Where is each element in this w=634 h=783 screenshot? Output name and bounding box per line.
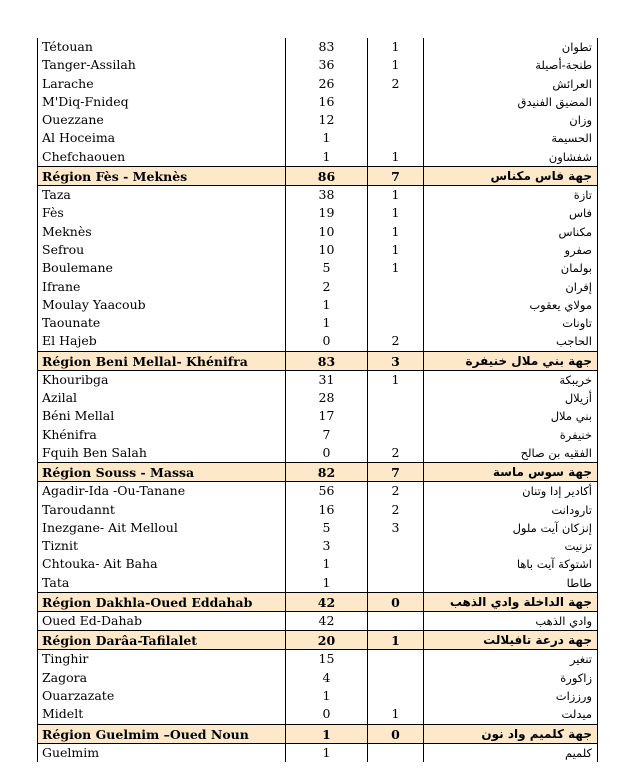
table-row <box>38 612 597 630</box>
count-primary-cell: 56 <box>286 482 368 500</box>
name-fr-cell: Ifrane <box>38 278 286 296</box>
table-row <box>38 426 597 444</box>
count-primary-cell: 17 <box>286 407 368 425</box>
name-fr-cell: Béni Mellal <box>38 407 286 425</box>
name-fr-cell: Moulay Yaacoub <box>38 296 286 314</box>
table-row <box>38 555 597 573</box>
name-fr-cell: Khénifra <box>38 426 286 444</box>
name-ar-cell: أكادير إدا وتنان <box>522 484 592 499</box>
region-row <box>38 166 597 186</box>
name-fr-cell: Al Hoceima <box>38 129 286 147</box>
count-primary-cell: 1 <box>286 148 368 166</box>
name-fr-cell: Khouribga <box>38 371 286 389</box>
table-row <box>38 574 597 592</box>
name-ar-cell: تنغير <box>569 652 592 667</box>
name-ar-cell: وادي الذهب <box>535 614 592 629</box>
name-ar-cell: الحاجب <box>555 334 592 349</box>
count-secondary-cell <box>368 650 424 668</box>
count-secondary-cell: 1 <box>368 204 424 222</box>
count-primary-cell: 7 <box>286 426 368 444</box>
name-fr-cell: Midelt <box>38 705 286 723</box>
table-row <box>38 407 597 425</box>
count-primary-cell: 36 <box>286 56 368 74</box>
name-fr-cell: Azilal <box>38 389 286 407</box>
name-ar-cell: فاس <box>568 206 592 221</box>
name-ar-cell: تازة <box>573 188 592 203</box>
table-row <box>38 38 597 56</box>
count-secondary-cell <box>368 744 424 762</box>
name-ar-cell: تزنيت <box>564 539 592 554</box>
name-ar-cell: وزان <box>569 113 592 128</box>
count-secondary-cell: 0 <box>368 725 424 743</box>
name-ar-cell: زاكورة <box>560 670 592 685</box>
name-ar-cell: جهة الداخلة وادي الذهب <box>449 595 592 610</box>
name-fr-cell: El Hajeb <box>38 332 286 350</box>
name-fr-cell: Agadir-Ida -Ou-Tanane <box>38 482 286 500</box>
table-row <box>38 111 597 129</box>
name-fr-cell: Tinghir <box>38 650 286 668</box>
count-secondary-cell: 3 <box>368 352 424 370</box>
count-primary-cell: 5 <box>286 519 368 537</box>
count-secondary-cell: 1 <box>368 259 424 277</box>
count-secondary-cell: 2 <box>368 501 424 519</box>
name-ar-cell: جهة درعة تافيلالت <box>483 633 592 648</box>
table-row <box>38 332 597 350</box>
table-row <box>38 650 597 668</box>
count-primary-cell: 1 <box>286 555 368 573</box>
count-secondary-cell: 1 <box>368 186 424 204</box>
name-fr-cell: Taza <box>38 186 286 204</box>
count-secondary-cell <box>368 389 424 407</box>
table-row <box>38 389 597 407</box>
table-row <box>38 705 597 723</box>
count-primary-cell: 12 <box>286 111 368 129</box>
count-secondary-cell <box>368 129 424 147</box>
name-ar-cell: جهة كلميم واد نون <box>481 726 592 741</box>
count-primary-cell: 83 <box>286 38 368 56</box>
count-primary-cell: 26 <box>286 75 368 93</box>
name-fr-cell: Sefrou <box>38 241 286 259</box>
count-primary-cell: 3 <box>286 537 368 555</box>
name-ar-cell: تاونات <box>562 316 592 331</box>
count-secondary-cell <box>368 93 424 111</box>
name-ar-cell: شفشاون <box>548 149 592 164</box>
name-fr-cell: Région Beni Mellal- Khénifra <box>38 352 286 370</box>
name-fr-cell: Tiznit <box>38 537 286 555</box>
count-primary-cell: 82 <box>286 463 368 481</box>
name-fr-cell: Boulemane <box>38 259 286 277</box>
name-fr-cell: Chefchaouen <box>38 148 286 166</box>
name-ar-cell: بولمان <box>560 261 592 276</box>
count-secondary-cell: 1 <box>368 223 424 241</box>
table-row <box>38 537 597 555</box>
count-secondary-cell: 1 <box>368 148 424 166</box>
name-ar-cell: جهة بني ملال خنيفرة <box>465 353 592 368</box>
table-row <box>38 371 597 389</box>
name-fr-cell: Ouarzazate <box>38 687 286 705</box>
name-ar-cell: العرائش <box>552 76 592 91</box>
count-primary-cell: 86 <box>286 167 368 185</box>
name-fr-cell: Région Guelmim –Oued Noun <box>38 725 286 743</box>
count-secondary-cell <box>368 555 424 573</box>
name-fr-cell: Meknès <box>38 223 286 241</box>
table-row <box>38 669 597 687</box>
count-primary-cell: 83 <box>286 352 368 370</box>
name-ar-cell: ورززات <box>555 688 592 703</box>
count-secondary-cell: 2 <box>368 75 424 93</box>
name-ar-cell: الفقيه بن صالح <box>520 445 592 460</box>
count-primary-cell: 20 <box>286 631 368 649</box>
table-row <box>38 75 597 93</box>
name-ar-cell: مولاي يعقوب <box>529 297 592 312</box>
name-fr-cell: Région Fès - Meknès <box>38 167 286 185</box>
name-ar-cell: أزيلال <box>564 391 592 406</box>
table-row <box>38 687 597 705</box>
name-fr-cell: Taroudannt <box>38 501 286 519</box>
count-primary-cell: 0 <box>286 444 368 462</box>
table-row <box>38 93 597 111</box>
name-fr-cell: Région Darâa-Tafilalet <box>38 631 286 649</box>
region-row <box>38 724 597 744</box>
name-ar-cell: خنيفرة <box>559 427 592 442</box>
count-primary-cell: 28 <box>286 389 368 407</box>
count-secondary-cell <box>368 574 424 592</box>
table-row <box>38 186 597 204</box>
count-primary-cell: 1 <box>286 296 368 314</box>
table-row <box>38 314 597 332</box>
table-row <box>38 444 597 462</box>
count-secondary-cell: 1 <box>368 705 424 723</box>
count-secondary-cell: 1 <box>368 38 424 56</box>
count-primary-cell: 16 <box>286 501 368 519</box>
name-fr-cell: Inezgane- Ait Melloul <box>38 519 286 537</box>
table-row <box>38 519 597 537</box>
name-ar-cell: جهة فاس مكناس <box>490 169 592 184</box>
name-ar-cell: إنزكان آيت ملول <box>512 520 592 535</box>
count-primary-cell: 31 <box>286 371 368 389</box>
count-secondary-cell: 7 <box>368 463 424 481</box>
name-fr-cell: Guelmim <box>38 744 286 762</box>
name-fr-cell: Fès <box>38 204 286 222</box>
count-secondary-cell <box>368 407 424 425</box>
name-fr-cell: Tata <box>38 574 286 592</box>
count-secondary-cell <box>368 296 424 314</box>
name-fr-cell: Taounate <box>38 314 286 332</box>
table-row <box>38 259 597 277</box>
count-primary-cell: 1 <box>286 129 368 147</box>
count-secondary-cell <box>368 426 424 444</box>
name-fr-cell: Tanger-Assilah <box>38 56 286 74</box>
count-primary-cell: 15 <box>286 650 368 668</box>
count-primary-cell: 1 <box>286 574 368 592</box>
table-row <box>38 296 597 314</box>
name-ar-cell: تطوان <box>561 40 592 54</box>
name-fr-cell: Ouezzane <box>38 111 286 129</box>
name-ar-cell: خريبكة <box>559 372 592 387</box>
name-ar-cell: تارودانت <box>551 502 592 517</box>
name-ar-cell: كلميم <box>564 745 592 760</box>
count-secondary-cell: 1 <box>368 56 424 74</box>
count-secondary-cell: 0 <box>368 593 424 611</box>
count-primary-cell: 19 <box>286 204 368 222</box>
count-primary-cell: 38 <box>286 186 368 204</box>
count-primary-cell: 10 <box>286 223 368 241</box>
table-row <box>38 204 597 222</box>
region-row <box>38 351 597 371</box>
table-row <box>38 148 597 166</box>
count-primary-cell: 10 <box>286 241 368 259</box>
region-row <box>38 462 597 482</box>
name-ar-cell: جهة سوس ماسة <box>492 465 592 480</box>
count-primary-cell: 1 <box>286 314 368 332</box>
count-primary-cell: 1 <box>286 744 368 762</box>
count-secondary-cell: 1 <box>368 631 424 649</box>
count-primary-cell: 2 <box>286 278 368 296</box>
name-fr-cell: Région Dakhla-Oued Eddahab <box>38 593 286 611</box>
name-ar-cell: اشتوكة آيت باها <box>516 557 592 572</box>
count-primary-cell: 1 <box>286 687 368 705</box>
region-row <box>38 630 597 650</box>
name-ar-cell: طنجة-أصيلة <box>535 58 592 73</box>
name-fr-cell: Larache <box>38 75 286 93</box>
count-primary-cell: 16 <box>286 93 368 111</box>
count-secondary-cell: 2 <box>368 332 424 350</box>
count-primary-cell: 0 <box>286 705 368 723</box>
name-fr-cell: Oued Ed-Dahab <box>38 612 286 630</box>
name-ar-cell: إفران <box>565 279 592 294</box>
regional-statistics-table <box>37 38 598 762</box>
name-fr-cell: Région Souss - Massa <box>38 463 286 481</box>
table-row <box>38 744 597 762</box>
count-primary-cell: 4 <box>286 669 368 687</box>
count-secondary-cell: 2 <box>368 482 424 500</box>
name-ar-cell: طاطا <box>566 575 592 590</box>
table-row <box>38 278 597 296</box>
count-secondary-cell: 7 <box>368 167 424 185</box>
table-row <box>38 482 597 500</box>
count-secondary-cell: 3 <box>368 519 424 537</box>
name-ar-cell: بني ملال <box>550 409 592 424</box>
name-ar-cell: المضيق الفنيدق <box>517 94 592 109</box>
table-row <box>38 241 597 259</box>
name-ar-cell: صفرو <box>564 242 592 257</box>
table-row <box>38 129 597 147</box>
table-row <box>38 501 597 519</box>
name-fr-cell: M'Diq-Fnideq <box>38 93 286 111</box>
region-row <box>38 592 597 612</box>
count-primary-cell: 42 <box>286 612 368 630</box>
count-secondary-cell <box>368 111 424 129</box>
count-primary-cell: 42 <box>286 593 368 611</box>
count-secondary-cell: 1 <box>368 241 424 259</box>
count-secondary-cell: 2 <box>368 444 424 462</box>
name-ar-cell: ميدلت <box>561 707 592 722</box>
count-secondary-cell: 1 <box>368 371 424 389</box>
count-primary-cell: 5 <box>286 259 368 277</box>
count-primary-cell: 1 <box>286 725 368 743</box>
count-secondary-cell <box>368 612 424 630</box>
name-ar-cell: الحسيمة <box>551 131 592 146</box>
name-fr-cell: Zagora <box>38 669 286 687</box>
count-primary-cell: 0 <box>286 332 368 350</box>
table-row <box>38 223 597 241</box>
name-fr-cell: Tétouan <box>38 38 286 56</box>
name-fr-cell: Chtouka- Ait Baha <box>38 555 286 573</box>
table-row <box>38 56 597 74</box>
count-secondary-cell <box>368 314 424 332</box>
count-secondary-cell <box>368 669 424 687</box>
count-secondary-cell <box>368 687 424 705</box>
name-ar-cell: مكناس <box>558 224 592 239</box>
count-secondary-cell <box>368 278 424 296</box>
name-fr-cell: Fquih Ben Salah <box>38 444 286 462</box>
count-secondary-cell <box>368 537 424 555</box>
